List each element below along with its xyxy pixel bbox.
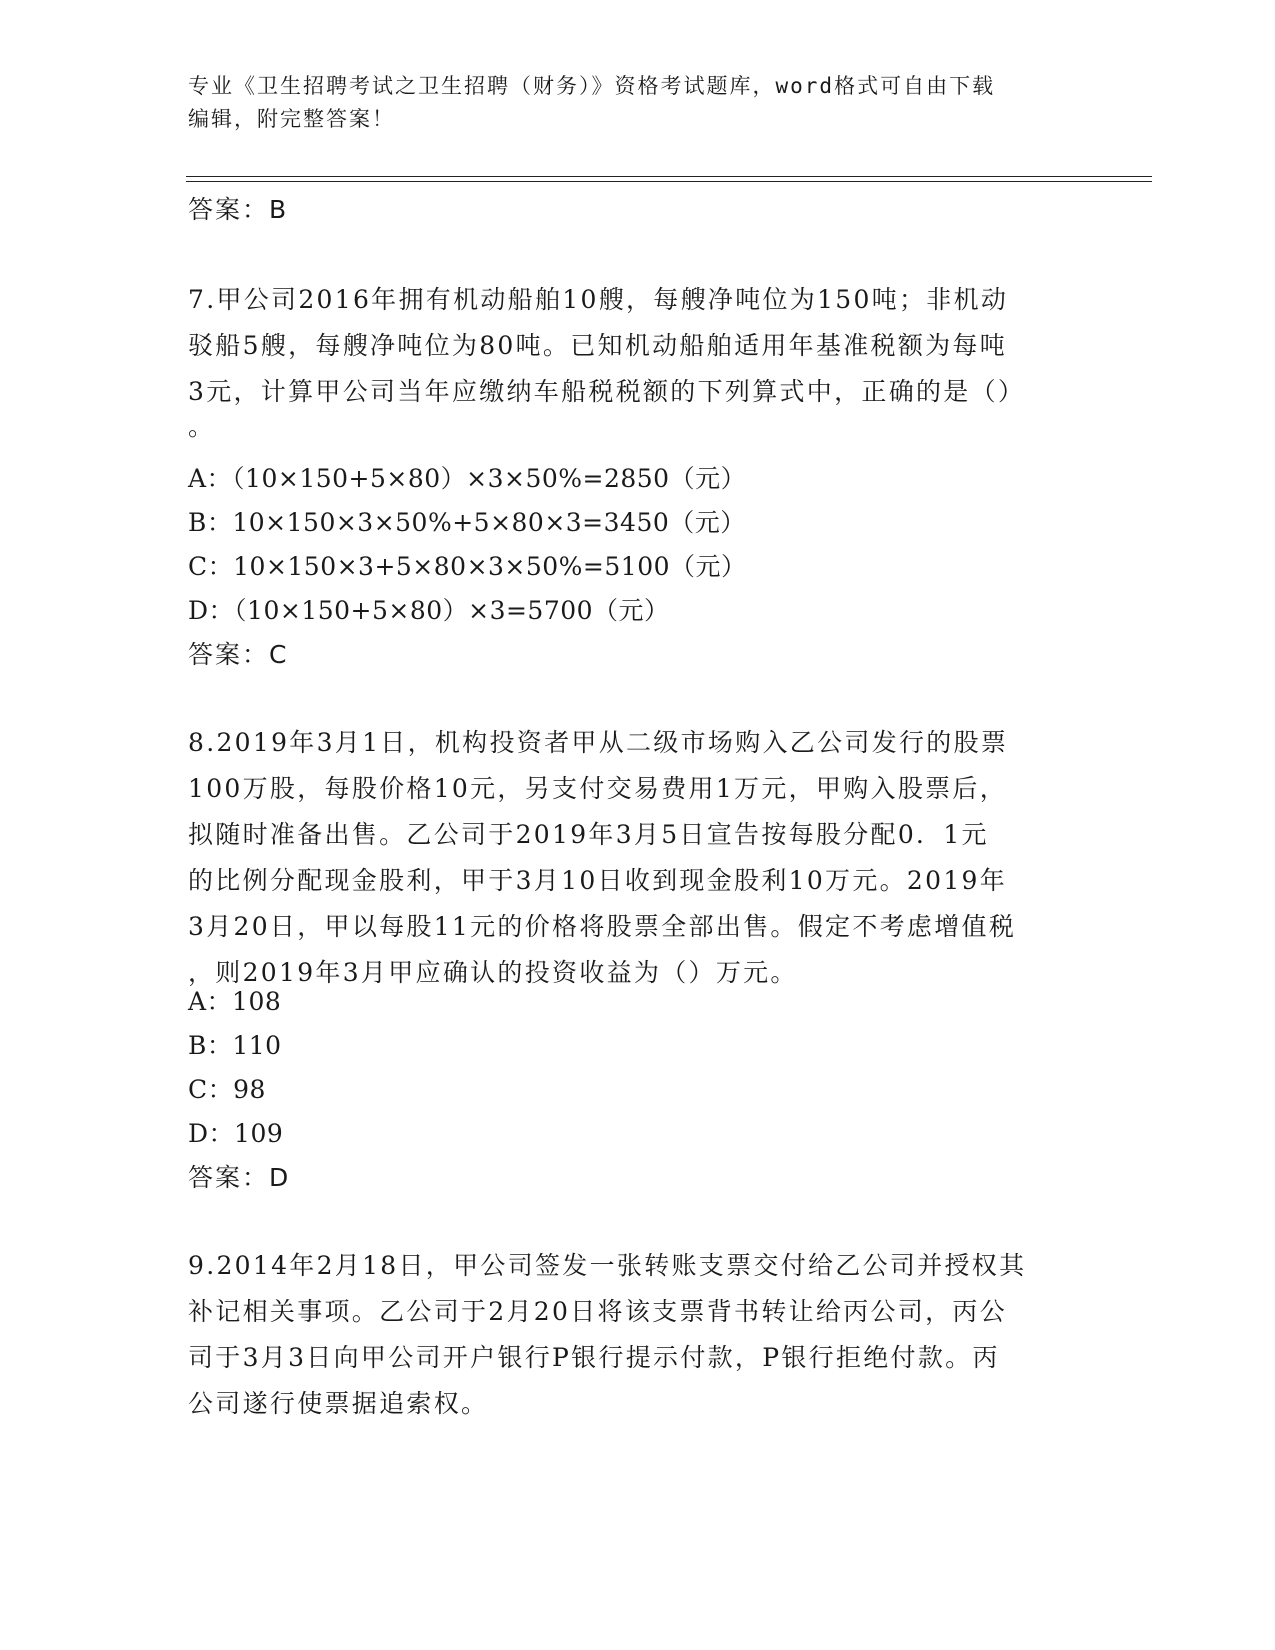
question-8-answer: 答案：D xyxy=(188,1163,291,1192)
previous-answer: 答案：B xyxy=(188,195,289,224)
question-8-line: 的比例分配现金股利，甲于3月10日收到现金股利10万元。2019年 xyxy=(188,866,1008,895)
header-line-1: 专业《卫生招聘考试之卫生招聘（财务）》资格考试题库，word格式可自由下载 xyxy=(188,74,996,98)
question-8-option-d: D：109 xyxy=(188,1119,284,1148)
header-divider-top xyxy=(186,176,1152,177)
question-9-line: 9.2014年2月18日，甲公司签发一张转账支票交付给乙公司并授权其 xyxy=(188,1251,1027,1280)
question-7-line: 3元，计算甲公司当年应缴纳车船税税额的下列算式中，正确的是（） xyxy=(188,377,1026,406)
question-8-option-c: C：98 xyxy=(188,1075,266,1104)
question-8-line: 拟随时准备出售。乙公司于2019年3月5日宣告按每股分配0．1元 xyxy=(188,820,989,849)
question-7-option-d: D：（10×150+5×80）×3=5700（元） xyxy=(188,596,670,625)
question-7-line: 7.甲公司2016年拥有机动船舶10艘，每艘净吨位为150吨；非机动 xyxy=(188,285,1009,314)
question-7-tail: 。 xyxy=(188,412,216,441)
question-8-line: ，则2019年3月甲应确认的投资收益为（）万元。 xyxy=(188,958,798,987)
header-divider-bottom xyxy=(186,181,1152,182)
question-8-line: 3月20日，甲以每股11元的价格将股票全部出售。假定不考虑增值税 xyxy=(188,912,1017,941)
question-8-line: 8.2019年3月1日，机构投资者甲从二级市场购入乙公司发行的股票 xyxy=(188,728,1009,757)
question-7-answer: 答案：C xyxy=(188,640,289,669)
question-8-option-a: A：108 xyxy=(188,987,282,1016)
question-7-option-a: A：（10×150+5×80）×3×50%=2850（元） xyxy=(188,464,747,493)
question-7-option-b: B：10×150×3×50%+5×80×3=3450（元） xyxy=(188,508,746,537)
question-8-option-b: B：110 xyxy=(188,1031,282,1060)
header-line-2: 编辑，附完整答案！ xyxy=(188,107,395,131)
question-7-option-c: C：10×150×3+5×80×3×50%=5100（元） xyxy=(188,552,747,581)
question-9-line: 补记相关事项。乙公司于2月20日将该支票背书转让给丙公司，丙公 xyxy=(188,1297,1008,1326)
question-9-line: 司于3月3日向甲公司开户银行P银行提示付款，P银行拒绝付款。丙 xyxy=(188,1343,1000,1372)
question-7-text xyxy=(188,277,1088,415)
document-header xyxy=(188,70,1068,136)
question-7-line: 驳船5艘，每艘净吨位为80吨。已知机动船舶适用年基准税额为每吨 xyxy=(188,331,1008,360)
question-9-text xyxy=(188,1243,1088,1427)
question-8-text xyxy=(188,720,1088,996)
question-8-line: 100万股，每股价格10元，另支付交易费用1万元，甲购入股票后， xyxy=(188,774,1008,803)
question-9-line: 公司遂行使票据追索权。 xyxy=(188,1389,489,1418)
